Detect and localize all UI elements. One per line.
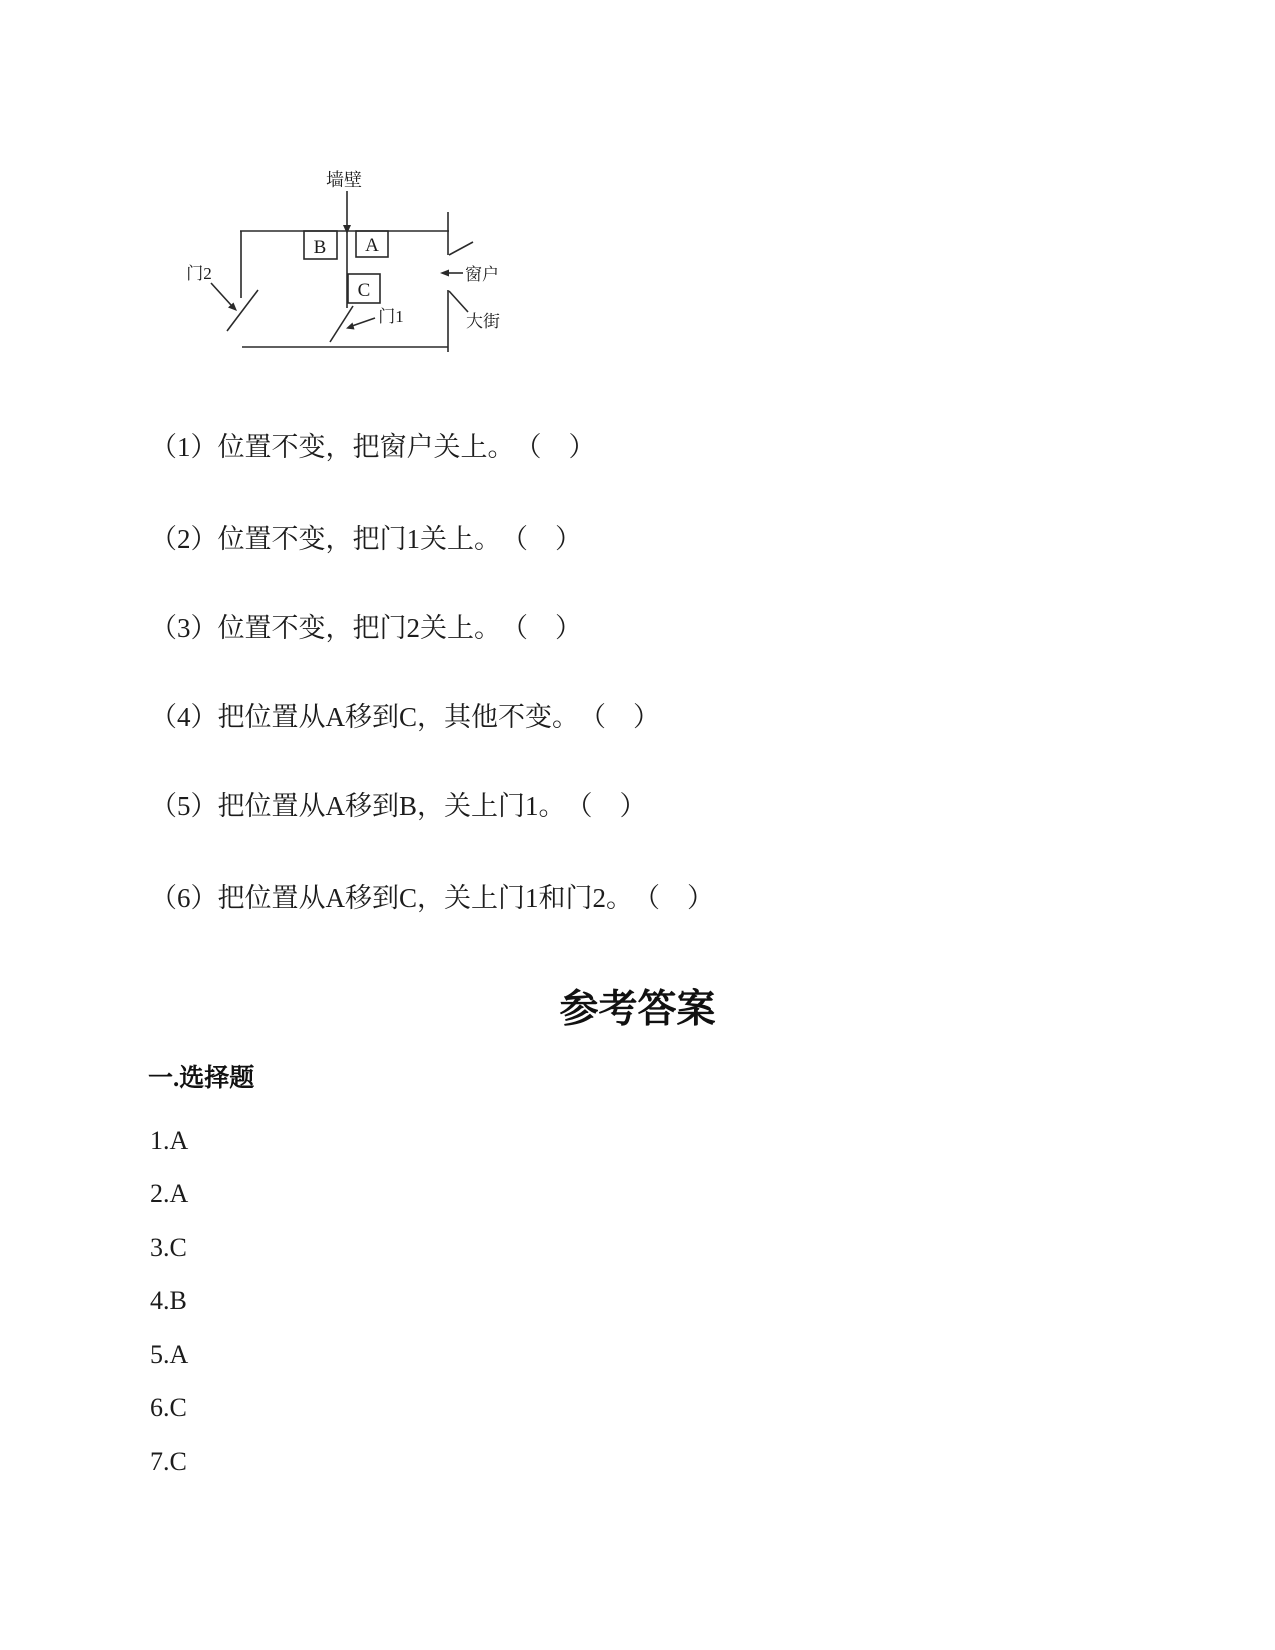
box-c-label: C [357, 280, 371, 301]
window-arrowhead-icon [440, 270, 449, 277]
answer-item-6: 6.C [150, 1393, 187, 1422]
question-4: （4）把位置从A移到C，其他不变。 （ ） [150, 702, 661, 732]
answer-item-2: 2.A [150, 1179, 189, 1208]
door2-arrow-line [211, 283, 231, 305]
door1-leaf-line [330, 306, 353, 342]
question-1: （1）位置不变，把窗户关上。 （ ） [150, 432, 596, 462]
box-b-label: B [313, 237, 327, 258]
door1-arrowhead-icon [346, 323, 355, 330]
choice-section-title: 一.选择题 [148, 1065, 255, 1092]
wall-label: 墙壁 [326, 170, 362, 190]
door2-label: 门2 [186, 264, 212, 283]
question-6: （6）把位置从A移到C，关上门1和门2。 （ ） [150, 883, 715, 913]
question-2: （2）位置不变，把门1关上。 （ ） [150, 524, 582, 554]
door1-label: 门1 [378, 307, 404, 326]
street-label: 大街 [466, 312, 500, 331]
answer-item-4: 4.B [150, 1286, 187, 1315]
question-3: （3）位置不变，把门2关上。 （ ） [150, 613, 582, 643]
answer-item-5: 5.A [150, 1340, 189, 1369]
window-label: 窗户 [465, 265, 499, 284]
question-5: （5）把位置从A移到B，关上门1。 （ ） [150, 791, 647, 821]
answers-heading: 参考答案 [559, 988, 716, 1031]
door2-leaf-line [227, 290, 258, 331]
box-a-label: A [365, 235, 379, 256]
room-diagram [170, 150, 520, 360]
window-shutter-line [449, 242, 473, 255]
street-shutter-line [449, 291, 468, 312]
answer-item-7: 7.C [150, 1447, 187, 1476]
answer-item-1: 1.A [150, 1126, 189, 1155]
answer-item-3: 3.C [150, 1233, 187, 1262]
door1-arrow-line [352, 318, 375, 326]
